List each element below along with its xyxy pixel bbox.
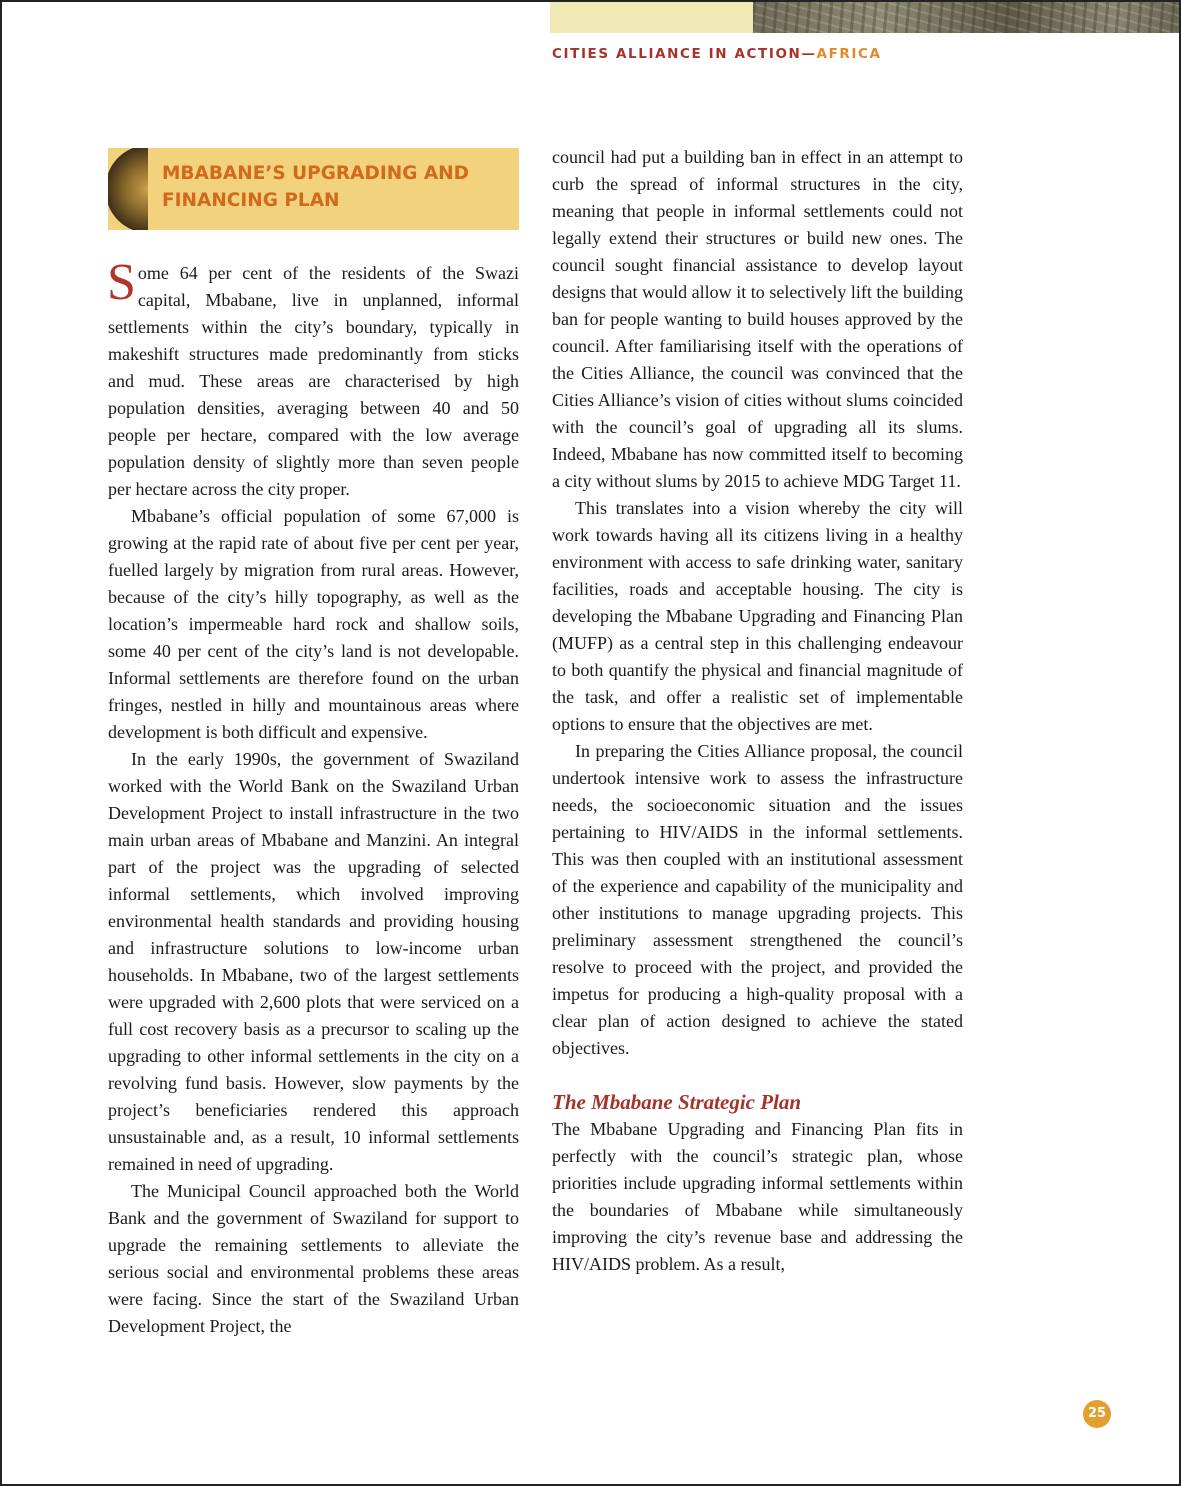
section-title (162, 160, 469, 214)
right-paragraph-4: The Mbabane Upgrading and Financing Plan fits in perfectly with the council’s strategic plan, whose priorities include upgrading informal settlements within the boundaries of Mbabane while simultaneously improving the city’s revenue base and addressing the HIV/AIDS problem. As a result, (552, 1119, 963, 1274)
left-paragraph-1 (107, 254, 519, 503)
header-band-yellow (550, 2, 753, 33)
left-paragraph-2: Mbabane’s official population of some 67,000 is growing at the rapid rate of about five per cent per year, fuelled largely by migration from rural areas. However, because of the city’s hilly topography, as well as the location’s impermeable hard rock and shallow soils, some 40 per cent of the city’s land is not developable. Informal settlements are therefore found on the urban fringes, nestled in hilly and mountainous areas where development is both difficult and expensive. (108, 506, 519, 742)
section-title-box (108, 148, 519, 230)
right-column (552, 144, 963, 1278)
left-paragraph-3: In the early 1990s, the government of Swaziland worked with the World Bank on the Swaziland Urban Development Project to install infrastructure in the two main urban areas of Mbabane and Manzini. An integral part of the project was the upgrading of selected informal settlements, which involved improving environmental health standards and providing housing and infrastructure solutions to low-income urban households. In Mbabane, two of the largest settlements were upgraded with 2,600 plots that were serviced on a full cost recovery basis as a precursor to scaling up the upgrading to other informal settlements in the city on a revolving fund basis. However, slow payments by the project’s beneficiaries rendered this approach unsustainable and, as a result, 10 informal settlements remained in need of upgrading. (108, 749, 519, 1174)
page-number-badge: 25 (1083, 1400, 1111, 1428)
section-title-image (108, 148, 148, 230)
right-paragraph-1: council had put a building ban in effect in an attempt to curb the spread of informal structures in the city, meaning that people in informal settlements could not legally extend their structures or build new ones. The council sought financial assistance to develop layout designs that would allow it to selectively lift the building ban for people wanting to build houses approved by the council. After familiarising itself with the operations of the Cities Alliance, the council was convinced that the Cities Alliance’s vision of cities without slums coincided with the council’s goal of upgrading all its slums. Indeed, Mbabane has now committed itself to becoming a city without slums by 2015 to achieve MDG Target 11. (552, 147, 963, 491)
subheading: The Mbabane Strategic Plan (552, 1090, 802, 1114)
left-paragraph-1-text: ome 64 per cent of the residents of the Swazi capital, Mbabane, live in unplanned, informal settlements within the city’s boundary, typically in makeshift structures made predominantly from sticks and mud. These areas are characterised by high population densities, averaging between 40 and 50 people per hectare, compared with the low average population density of slightly more than seven people per hectare across the city proper. (108, 263, 519, 499)
left-column (108, 144, 519, 1340)
running-head-text: CITIES ALLIANCE IN ACTION— (552, 46, 817, 62)
running-head (552, 46, 882, 62)
running-head-region: AFRICA (816, 46, 882, 62)
section-title-line2: FINANCING PLAN (162, 190, 340, 211)
header-band (550, 2, 1179, 33)
right-paragraph-2: This translates into a vision whereby the city will work towards having all its citizens living in a healthy environment with access to safe drinking water, sanitary facilities, roads and acceptable housing. The city is developing the Mbabane Upgrading and Financing Plan (MUFP) as a central step in this challenging endeavour to both quantify the physical and financial magnitude of the task, and offer a realistic set of implementable options to ensure that the objectives are met. (552, 498, 963, 734)
left-paragraph-4: The Municipal Council approached both the World Bank and the government of Swaziland for support to upgrade the remaining settlements to alleviate the serious social and environmental problems these areas were facing. Since the start of the Swaziland Urban Development Project, the (108, 1181, 519, 1336)
drop-cap: S (107, 254, 136, 311)
header-band-photo (753, 2, 1179, 33)
right-paragraph-3: In preparing the Cities Alliance proposal, the council undertook intensive work to assess the infrastructure needs, the socioeconomic situation and the issues pertaining to HIV/AIDS in the informal settlements. This was then coupled with an institutional assessment of the experience and capability of the municipality and other institutions to manage upgrading projects. This preliminary assessment strengthened the council’s resolve to proceed with the project, and provided the impetus for producing a high-quality proposal with a clear plan of action designed to achieve the stated objectives. (552, 741, 963, 1058)
section-title-line1: MBABANE’S UPGRADING AND (162, 163, 469, 184)
